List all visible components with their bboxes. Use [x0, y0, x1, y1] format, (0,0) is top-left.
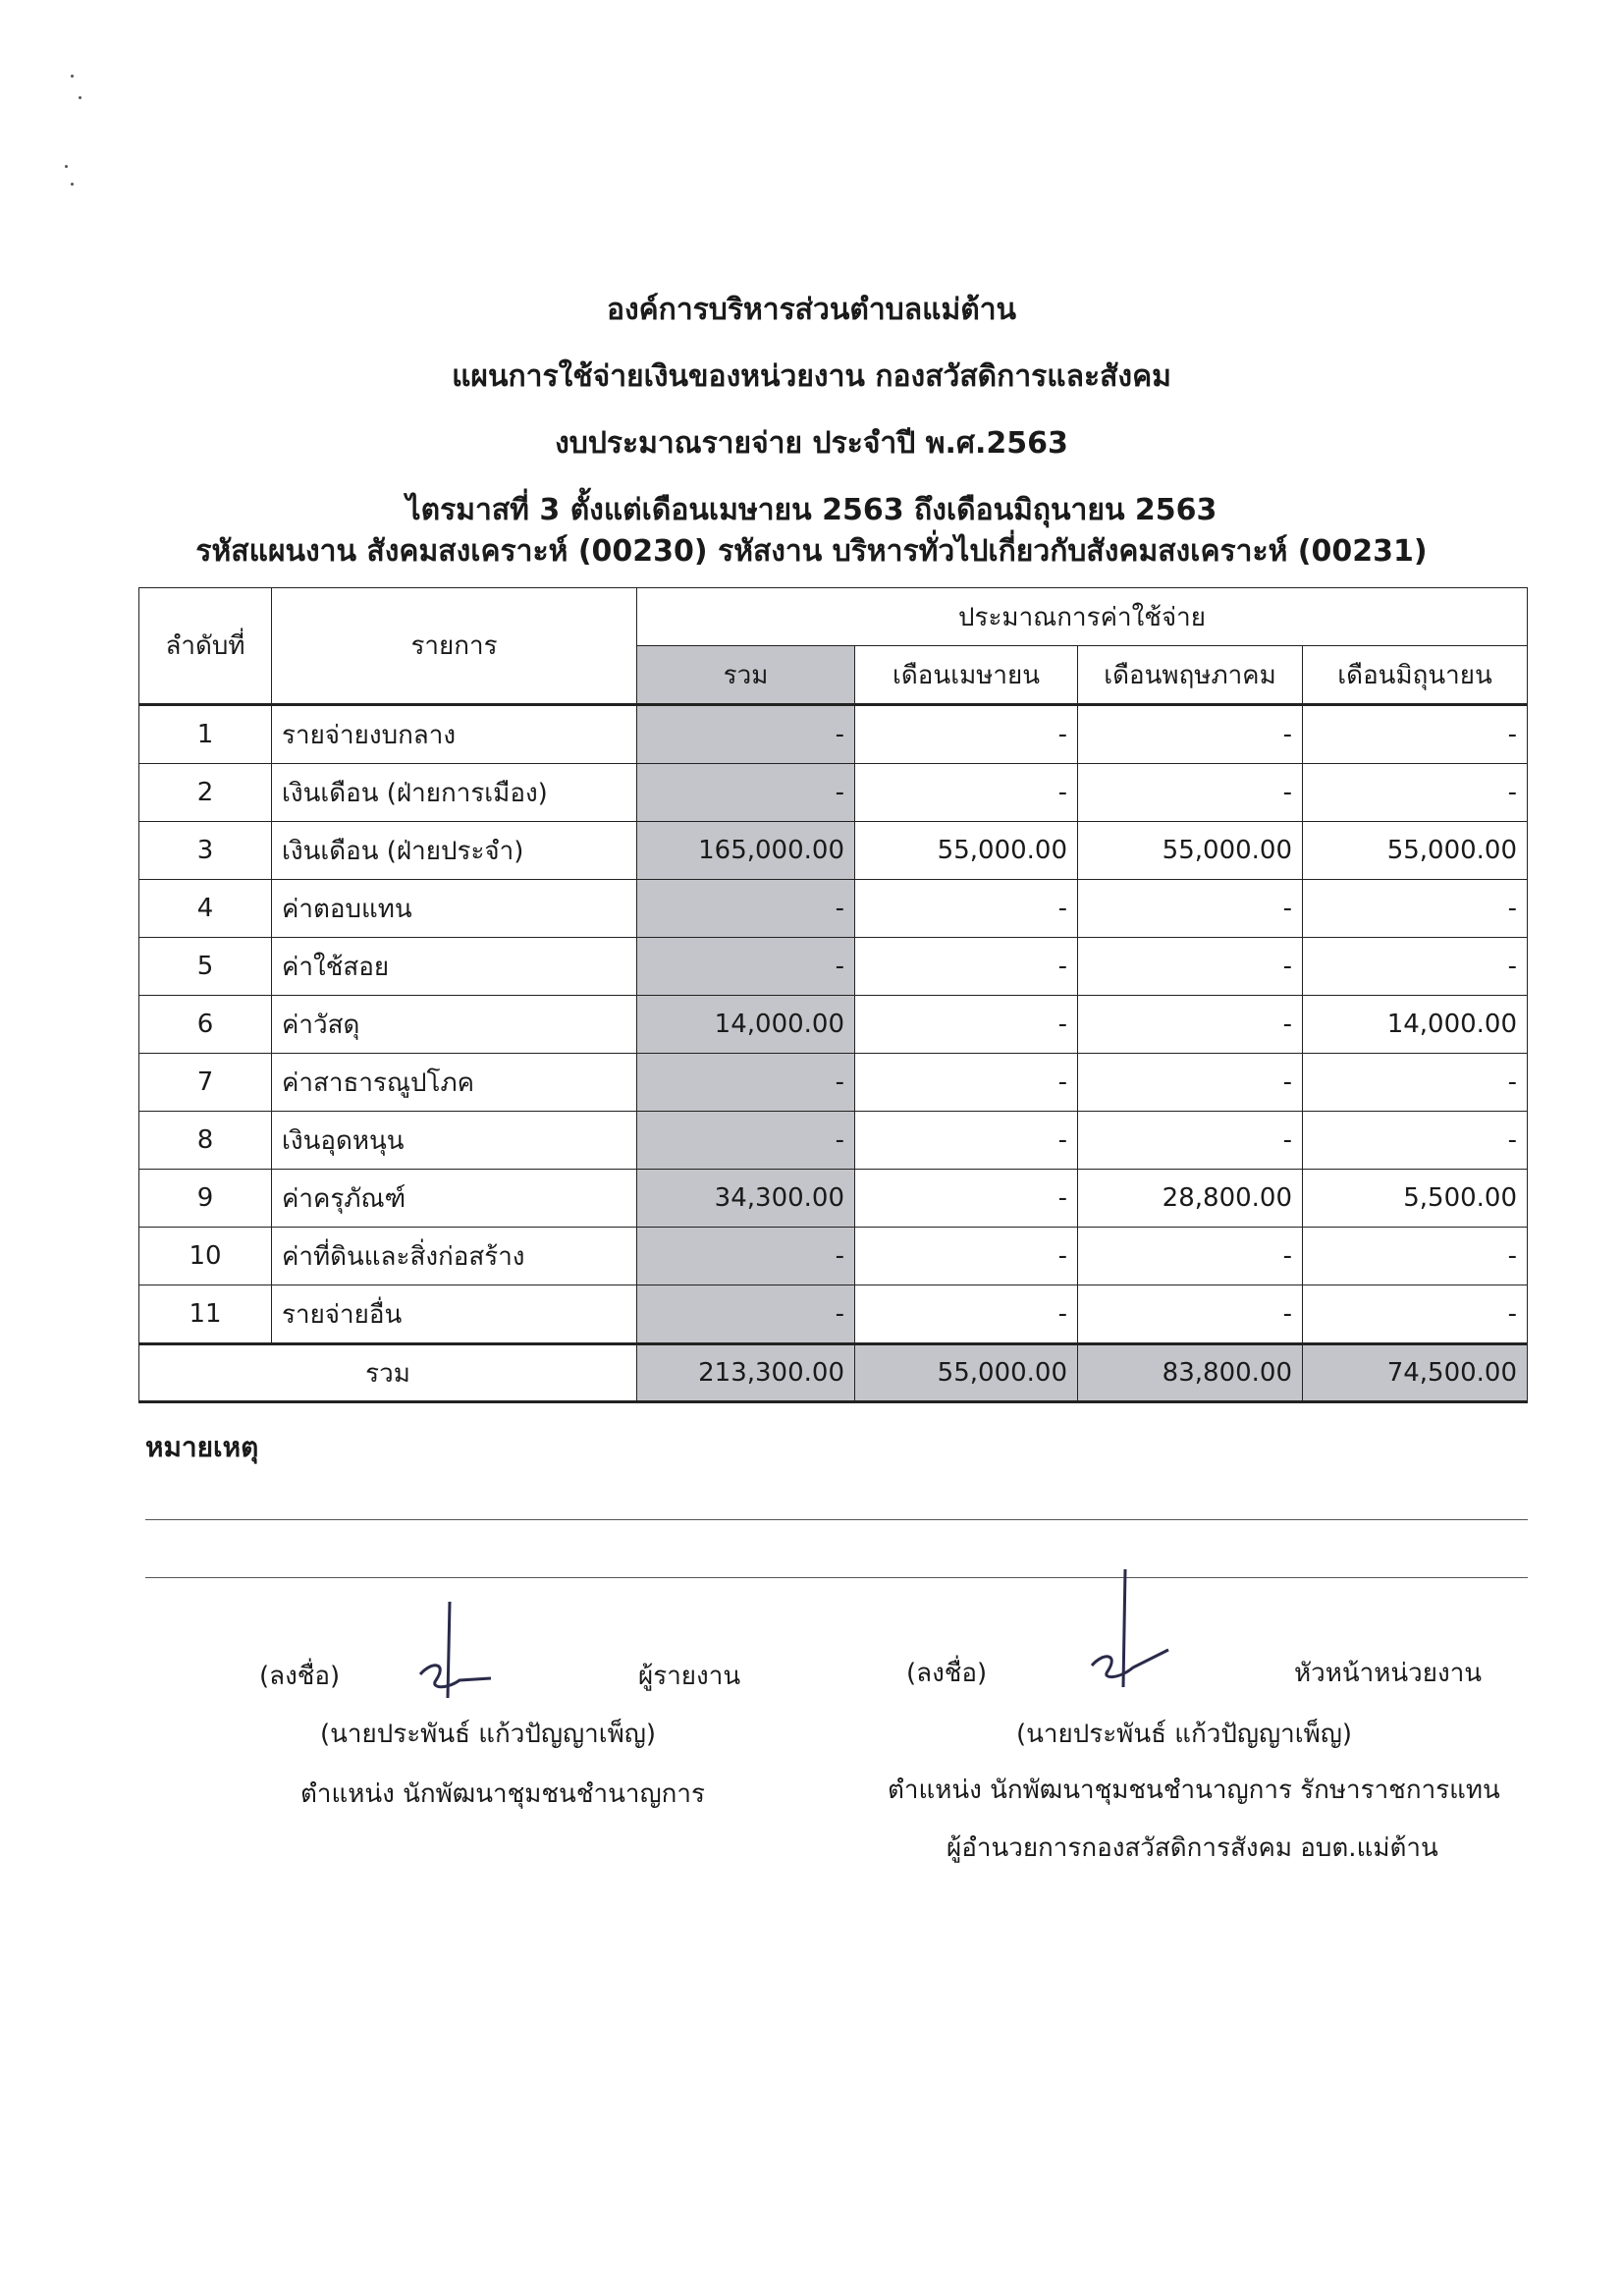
total-june: 74,500.00 [1303, 1344, 1528, 1402]
row-june: - [1303, 1112, 1528, 1170]
row-total: 34,300.00 [637, 1170, 855, 1228]
row-total: - [637, 764, 855, 822]
row-may: - [1078, 705, 1303, 764]
org-name: องค์การบริหารส่วนตำบลแม่ต้าน [606, 293, 1017, 327]
row-item: เงินอุดหนุน [272, 1112, 637, 1170]
row-april: - [855, 705, 1078, 764]
right-signature-mark [1072, 1565, 1190, 1703]
row-april: - [855, 1170, 1078, 1228]
row-june: 14,000.00 [1303, 996, 1528, 1054]
left-role: ผู้รายงาน [638, 1662, 741, 1691]
row-june: - [1303, 764, 1528, 822]
row-may: - [1078, 1228, 1303, 1285]
table-row [139, 996, 1528, 1054]
grand-total: 213,300.00 [637, 1344, 855, 1402]
table-row [139, 1112, 1528, 1170]
row-item: เงินเดือน (ฝ่ายการเมือง) [272, 764, 637, 822]
row-no: 4 [139, 880, 272, 938]
row-no: 5 [139, 938, 272, 996]
row-may: - [1078, 1054, 1303, 1112]
row-april: - [855, 1054, 1078, 1112]
table-row [139, 1228, 1528, 1285]
table-row [139, 1285, 1528, 1344]
row-april: - [855, 996, 1078, 1054]
row-june: - [1303, 1228, 1528, 1285]
row-item: รายจ่ายอื่น [272, 1285, 637, 1344]
table-row [139, 938, 1528, 996]
row-april: - [855, 1228, 1078, 1285]
row-no: 9 [139, 1170, 272, 1228]
table-row [139, 705, 1528, 764]
table-row [139, 880, 1528, 938]
row-no: 7 [139, 1054, 272, 1112]
row-june: - [1303, 1054, 1528, 1112]
row-june: 55,000.00 [1303, 822, 1528, 880]
plan-title: แผนการใช้จ่ายเงินของหน่วยงาน กองสวัสดิการและสังคม [452, 359, 1171, 394]
row-item: ค่าสาธารณูปโภค [272, 1054, 637, 1112]
plan-codes: รหัสแผนงาน สังคมสงเคราะห์ (00230) รหัสงาน บริหารทั่วไปเกี่ยวกับสังคมสงเคราะห์ (00231) [195, 534, 1428, 569]
row-may: 55,000.00 [1078, 822, 1303, 880]
scan-speck [71, 75, 74, 78]
right-signer-position: ตำแหน่ง นักพัฒนาชุมชนชำนาญการ รักษาราชการแทน [888, 1776, 1500, 1805]
left-signer-position: ตำแหน่ง นักพัฒนาชุมชนชำนาญการ [300, 1779, 705, 1809]
row-may: 28,800.00 [1078, 1170, 1303, 1228]
row-no: 10 [139, 1228, 272, 1285]
row-april: 55,000.00 [855, 822, 1078, 880]
row-may: - [1078, 1285, 1303, 1344]
remark-line [145, 1577, 1528, 1578]
row-no: 2 [139, 764, 272, 822]
row-item: เงินเดือน (ฝ่ายประจำ) [272, 822, 637, 880]
col-header-april: เดือนเมษายน [855, 646, 1078, 705]
row-june: - [1303, 705, 1528, 764]
scan-speck [65, 165, 68, 168]
row-april: - [855, 938, 1078, 996]
total-label: รวม [139, 1344, 637, 1402]
row-total: - [637, 1228, 855, 1285]
table-row [139, 1054, 1528, 1112]
row-total: - [637, 1112, 855, 1170]
row-item: ค่าใช้สอย [272, 938, 637, 996]
remark-line [145, 1519, 1528, 1520]
left-sign-label: (ลงชื่อ) [259, 1662, 341, 1691]
col-header-estimate: ประมาณการค่าใช้จ่าย [637, 588, 1528, 646]
row-no: 1 [139, 705, 272, 764]
row-total: 14,000.00 [637, 996, 855, 1054]
row-total: 165,000.00 [637, 822, 855, 880]
right-signer-name: (นายประพันธ์ แก้วปัญญาเพ็ญ) [1016, 1720, 1353, 1749]
row-item: รายจ่ายงบกลาง [272, 705, 637, 764]
row-total: - [637, 880, 855, 938]
row-no: 11 [139, 1285, 272, 1344]
row-june: - [1303, 1285, 1528, 1344]
total-row [139, 1344, 1528, 1402]
left-signer-name: (นายประพันธ์ แก้วปัญญาเพ็ญ) [320, 1720, 657, 1749]
row-total: - [637, 938, 855, 996]
row-item: ค่าตอบแทน [272, 880, 637, 938]
row-no: 6 [139, 996, 272, 1054]
row-no: 3 [139, 822, 272, 880]
remark-label: หมายเหตุ [145, 1431, 259, 1463]
quarter-period: ไตรมาสที่ 3 ตั้งแต่เดือนเมษายน 2563 ถึงเดือนมิถุนายน 2563 [406, 493, 1217, 527]
row-may: - [1078, 764, 1303, 822]
row-item: ค่าที่ดินและสิ่งก่อสร้าง [272, 1228, 637, 1285]
col-header-no: ลำดับที่ [139, 588, 272, 705]
row-item: ค่าวัสดุ [272, 996, 637, 1054]
row-june: - [1303, 880, 1528, 938]
col-header-june: เดือนมิถุนายน [1303, 646, 1528, 705]
right-role: หัวหน้าหน่วยงาน [1294, 1659, 1483, 1688]
right-sign-label: (ลงชื่อ) [906, 1659, 988, 1688]
row-may: - [1078, 996, 1303, 1054]
row-item: ค่าครุภัณฑ์ [272, 1170, 637, 1228]
right-signer-position-2: ผู้อำนวยการกองสวัสดิการสังคม อบต.แม่ต้าน [947, 1833, 1438, 1863]
row-april: - [855, 1112, 1078, 1170]
row-june: 5,500.00 [1303, 1170, 1528, 1228]
table-row [139, 764, 1528, 822]
total-april: 55,000.00 [855, 1344, 1078, 1402]
col-header-item: รายการ [272, 588, 637, 705]
row-april: - [855, 1285, 1078, 1344]
row-no: 8 [139, 1112, 272, 1170]
row-april: - [855, 880, 1078, 938]
scan-speck [71, 183, 74, 186]
row-april: - [855, 764, 1078, 822]
row-total: - [637, 1054, 855, 1112]
row-total: - [637, 705, 855, 764]
row-may: - [1078, 1112, 1303, 1170]
document-header [0, 277, 1623, 544]
row-may: - [1078, 938, 1303, 996]
left-signature-mark [403, 1596, 511, 1709]
col-header-may: เดือนพฤษภาคม [1078, 646, 1303, 705]
table-row [139, 1170, 1528, 1228]
table-row [139, 822, 1528, 880]
budget-year: งบประมาณรายจ่าย ประจำปี พ.ศ.2563 [555, 426, 1068, 461]
col-header-total: รวม [637, 646, 855, 705]
scan-speck [79, 96, 81, 99]
row-total: - [637, 1285, 855, 1344]
row-june: - [1303, 938, 1528, 996]
row-may: - [1078, 880, 1303, 938]
total-may: 83,800.00 [1078, 1344, 1303, 1402]
spending-plan-table [138, 587, 1528, 1403]
